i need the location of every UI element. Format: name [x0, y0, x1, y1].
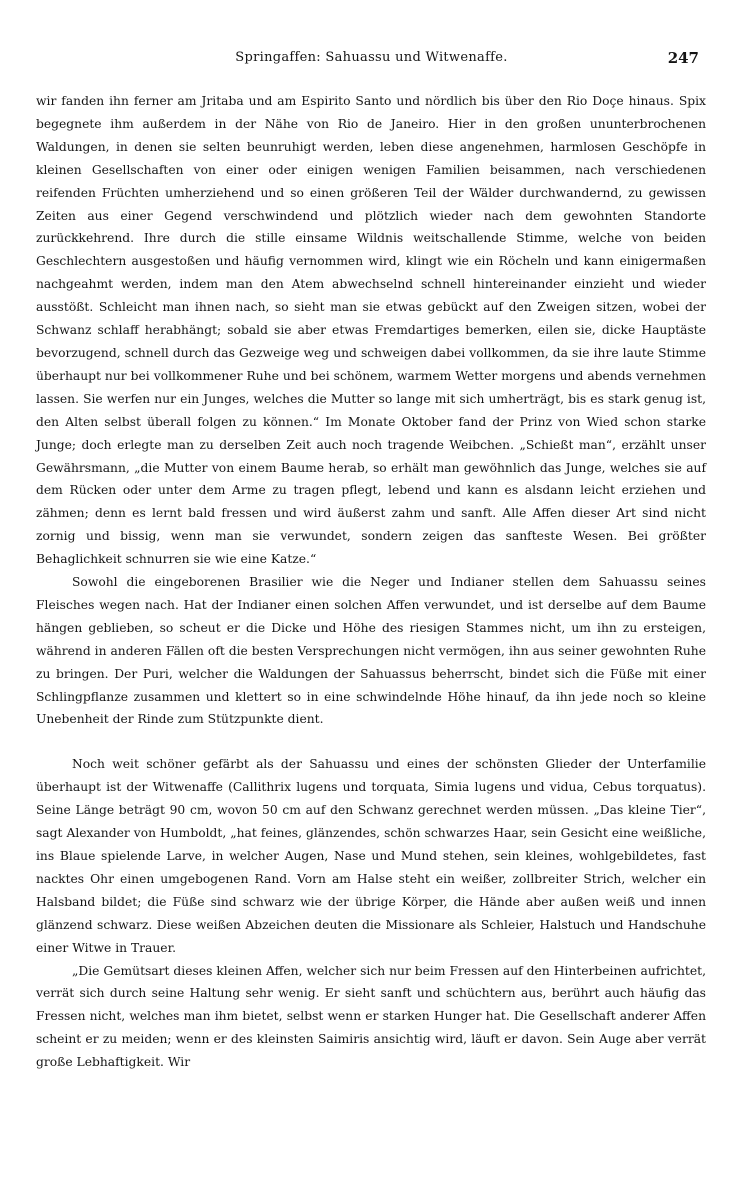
page-number: 247: [667, 49, 699, 67]
paragraph-witwenaffe-temperament: „Die Gemütsart dieses kleinen Affen, welcher sich nur beim Fressen auf den Hinterbeinen aufrichtet, verrät sich durch seine Haltung sehr wenig. Er sieht sanft und schüchtern aus, berührt auch häufig das Fressen nicht, welches man ihm bietet, selbst wenn er starken Hunger hat. Die Gesellschaft anderer Affen scheint er zu meiden; wenn er des kleinsten Saimiris ansichtig wird, läuft er davon. Sein Auge aber verrät große Lebhaftigkeit. Wir: [36, 963, 706, 1070]
paragraph-witwenaffe-description: Noch weit schöner gefärbt als der Sahuassu und eines der schönsten Glieder der Unterfamilie überhaupt ist der Witwenaffe (Callithrix lugens und torquata, Simia lugens und vidua, Cebus torquatus). Seine Länge beträgt 90 cm, wovon 50 cm auf den Schwanz gerechnet werden müssen. „Das kleine Tier“, sagt Alexander von Humboldt, „hat feines, glänzendes, schön schwarzes Haar, sein Gesicht eine weißliche, ins Blaue spielende Larve, in welcher Augen, Nase und Mund stehen, sein kleines, wohlgebildetes, fast nacktes Ohr einen umgebogenen Rand. Vorn am Halse steht ein weißer, zollbreiter Strich, welcher ein Halsband bildet; die Füße sind schwarz wie der übrige Körper, die Hände aber außen weiß und innen glänzend schwarz. Diese weißen Abzeichen deuten die Missionare als Schleier, Halstuch und Handschuhe einer Witwe in Trauer.: [36, 757, 706, 955]
body-text: [36, 90, 706, 1074]
paragraph-sahuassu-habits: wir fanden ihn ferner am Jritaba und am Espirito Santo und nördlich bis über den Rio Doçe hinaus. Spix begegnete ihm außerdem in der Nähe von Rio de Janeiro. Hier in den großen ununterbrochenen Waldungen, in denen sie selten beunruhigt werden, leben diese angenehmen, harmlosen Geschöpfe in kleinen Gesellschaften von einer oder einigen wenigen Familien beisammen, nach verschiedenen reifenden Früchten umherziehend und so einen größeren Teil der Wälder durchwandernd, zu gewissen Zeiten aus einer Gegend verschwindend und plötzlich wieder nach dem gewohnten Standorte zurückkehrend. Ihre durch die stille einsame Wildnis weitschallende Stimme, welche von beiden Geschlechtern ausgestoßen und häufig vernommen wird, klingt wie ein Röcheln und kann einigermaßen nachgeahmt werden, indem man den Atem abwechselnd schnell hintereinander einzieht und wieder ausstößt. Schleicht man ihnen nach, so sieht man sie etwas gebückt auf den Zweigen sitzen, wobei der Schwanz schlaff herabhängt; sobald sie aber etwas Fremdartiges bemerken, eilen sie, dicke Hauptäste bevorzugend, schnell durch das Gezweige weg und schweigen dabei vollkommen, da sie ihre laute Stimme überhaupt nur bei vollkommener Ruhe und bei schönem, warmem Wetter morgens und abends vernehmen lassen. Sie werfen nur ein Junges, welches die Mutter so lange mit sich umherträgt, bis es stark genug ist, den Alten selbst überall folgen zu können.“ Im Monate Oktober fand der Prinz von Wied schon starke Junge; doch erlegte man zu derselben Zeit auch noch tragende Weibchen. „Schießt man“, erzählt unser Gewährsmann, „die Mutter von einem Baume herab, so erhält man gewöhnlich das Junge, welches sie auf dem Rücken oder unter dem Arme zu tragen pflegt, lebend und kann es alsdann leicht erziehen und zähmen; denn es lernt bald fressen und wird äußerst zahm und sanft. Alle Affen dieser Art sind nicht zornig und bissig, wenn man sie verwundet, sondern zeigen das sanfteste Wesen. Bei größter Behaglichkeit schnurren sie wie eine Katze.“: [36, 94, 706, 567]
section-gap: [36, 731, 706, 753]
paragraph-sahuassu-hunting: Sowohl die eingeborenen Brasilier wie die Neger und Indianer stellen dem Sahuassu seines Fleisches wegen nach. Hat der Indianer einen solchen Affen verwundet, und ist derselbe auf dem Baume hängen geblieben, so scheut er die Dicke und Höhe des riesigen Stammes nicht, um ihn zu ersteigen, während in anderen Fällen oft die besten Versprechungen nicht vermögen, ihn aus seiner gewohnten Ruhe zu bringen. Der Puri, welcher die Waldungen der Sahuassus beherrscht, bindet sich die Füße mit einer Schlingpflanze zusammen und klettert so in eine schwindelnde Höhe hinauf, da ihn jede noch so kleine Unebenheit der Rinde zum Stützpunkte dient.: [36, 575, 706, 727]
running-head: [36, 50, 707, 74]
running-title: Springaffen: Sahuassu und Witwenaffe.: [235, 50, 508, 65]
